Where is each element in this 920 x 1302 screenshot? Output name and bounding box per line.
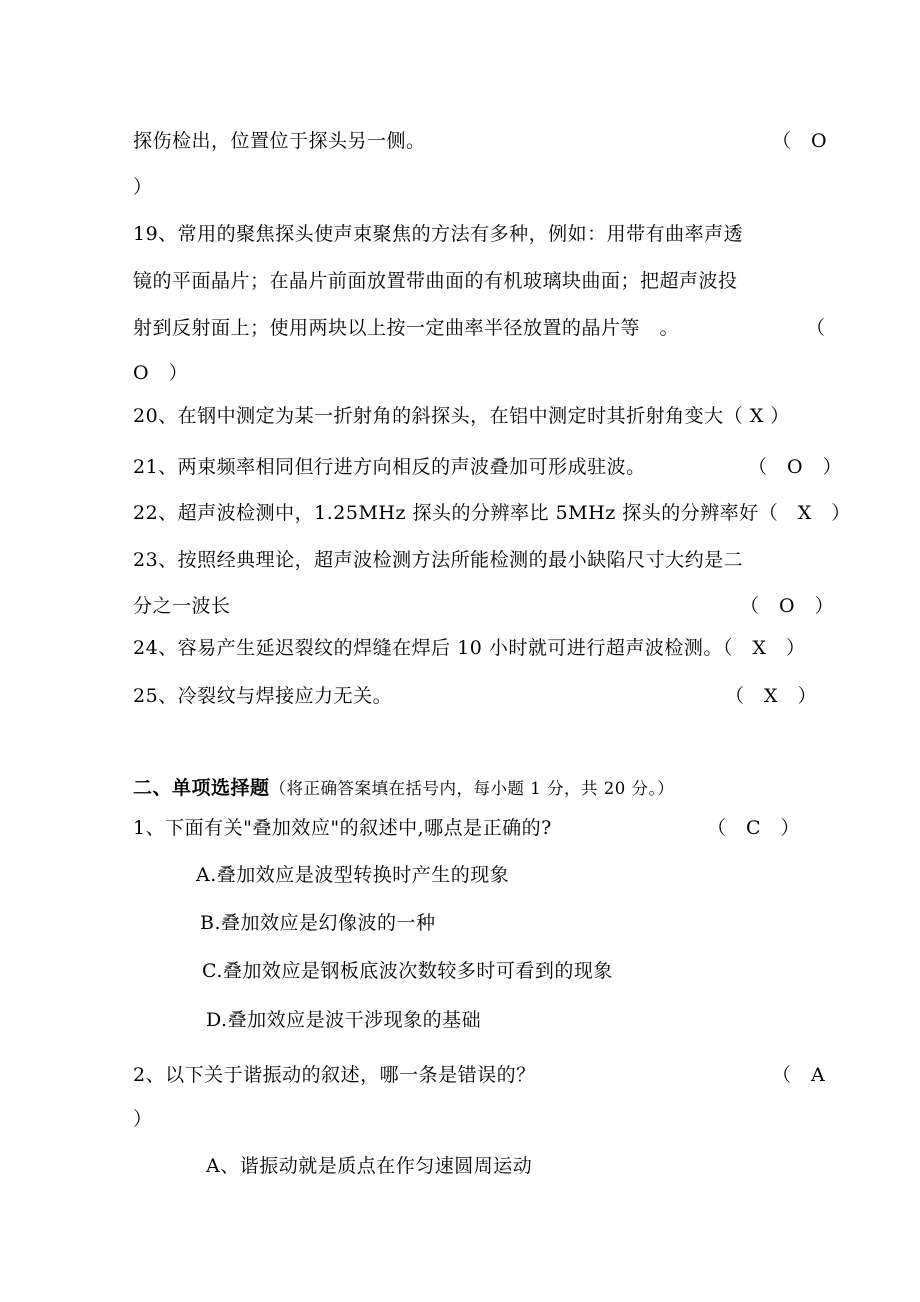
question-19-answer: O ） xyxy=(133,362,189,384)
question-23-answer: （ O ） xyxy=(740,595,835,617)
question-18-answer-close: ） xyxy=(133,176,153,198)
mc-question-1-answer: （ C ） xyxy=(707,817,801,839)
question-24: 24、容易产生延迟裂纹的焊缝在焊后 10 小时就可进行超声波检测。（ X ） xyxy=(133,637,806,659)
mc-question-1-option-a: A.叠加效应是波型转换时产生的现象 xyxy=(196,864,510,886)
mc-question-2-answer: （ A xyxy=(772,1064,826,1086)
question-25: 25、冷裂纹与焊接应力无关。 xyxy=(133,685,393,707)
question-19-answer-open: （ xyxy=(806,317,826,339)
mc-question-1-option-d: D.叠加效应是波干涉现象的基础 xyxy=(206,1009,482,1031)
mc-question-2-stem: 2、以下关于谐振动的叙述，哪一条是错误的？ xyxy=(133,1064,536,1086)
question-22: 22、超声波检测中，1.25MHz 探头的分辨率比 5MHz 探头的分辨率好（ X ） xyxy=(133,502,851,524)
question-19-line-3: 射到反射面上；使用两块以上按一定曲率半径放置的晶片等 。 xyxy=(133,317,680,339)
mc-question-2-answer-close: ） xyxy=(133,1108,153,1130)
section-note: （将正确答案填在括号内，每小题 1 分，共 20 分。） xyxy=(269,779,675,798)
question-19-line-1: 19、常用的聚焦探头使声束聚焦的方法有多种，例如：用带有曲率声透 xyxy=(133,223,744,245)
question-18-answer: （ O xyxy=(772,130,828,152)
mc-question-1-option-b: B.叠加效应是幻像波的一种 xyxy=(200,912,436,934)
question-21-answer: （ O ） xyxy=(748,456,843,478)
question-19-line-2: 镜的平面晶片；在晶片前面放置带曲面的有机玻璃块曲面；把超声波投 xyxy=(133,270,738,292)
question-23-line-1: 23、按照经典理论，超声波检测方法所能检测的最小缺陷尺寸大约是二 xyxy=(133,549,744,571)
mc-question-1-stem: 1、下面有关"叠加效应"的叙述中,哪点是正确的? xyxy=(133,817,552,839)
question-18-continuation: 探伤检出，位置位于探头另一侧。 xyxy=(133,130,426,152)
question-20: 20、在钢中测定为某一折射角的斜探头，在铝中测定时其折射角变大（ X ） xyxy=(133,405,790,427)
question-25-answer: （ X ） xyxy=(725,685,818,707)
question-23-line-2: 分之一波长 xyxy=(133,595,231,617)
mc-question-2-option-a: A、谐振动就是质点在作匀速圆周运动 xyxy=(206,1155,533,1177)
section-heading xyxy=(133,776,674,801)
question-21: 21、两束频率相同但行进方向相反的声波叠加可形成驻波。 xyxy=(133,456,646,478)
mc-question-1-option-c: C.叠加效应是钢板底波次数较多时可看到的现象 xyxy=(202,960,613,982)
section-title: 二、单项选择题 xyxy=(133,777,270,799)
